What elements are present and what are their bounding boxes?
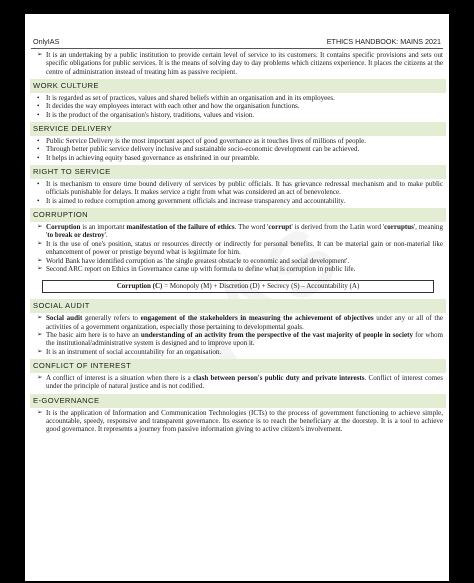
header-right: ETHICS HANDBOOK: MAINS 2021 (326, 37, 441, 46)
text-run: is an important (80, 223, 127, 232)
list-item: ➢ Second ARC report on Ethics in Governance came up with formula to define what is corruption in public life. (33, 265, 443, 273)
text-run: ' is derived from the Latin word ' (291, 223, 385, 232)
list-item: ➢ It is an undertaking by a public institution to provide certain level of service to its customers. It contains specific provisions and sets out specific obligations for public services. It is the means of solving day to day problems which citizens experience. It places the citizens at the centre of administration instead of treating him as passive recipient. (33, 51, 443, 76)
header-left: OnlyIAS (33, 37, 60, 46)
section-heading-right-to-service: RIGHT TO SERVICE (30, 165, 446, 179)
bold-text: corrupt (268, 223, 292, 232)
text-run: . Conflict of interest comes under the principle of natural justice and is not codified. (46, 373, 443, 391)
e-governance-list (33, 409, 443, 434)
text-run: The basic aim here is to have an (46, 330, 141, 339)
list-item (33, 314, 443, 331)
section-heading-social-audit: SOCIAL AUDIT (30, 299, 446, 313)
section-heading-conflict-of-interest: CONFLICT OF INTEREST (30, 359, 446, 373)
section-heading-service-delivery: SERVICE DELIVERY (30, 122, 446, 136)
section-heading-e-governance: E-GOVERNANCE (30, 394, 446, 408)
bold-text: engagement of the stakeholders in measuring the achievement of objectives (140, 314, 374, 323)
running-header (33, 37, 441, 46)
corruption-formula-box (42, 280, 434, 293)
list-item (33, 374, 443, 391)
list-item: ➢ It is the use of one's position, status or resources directly or indirectly for personal benefits. It can be material gain or non-material like enhancement of power or prestige beyond what is legitimate for him. (33, 240, 443, 257)
section-heading-work-culture: WORK CULTURE (30, 79, 446, 93)
list-item (33, 223, 443, 240)
list-item: • It decides the way employees interact with each other and how the organisation functions. (33, 102, 443, 110)
corruption-list (33, 223, 443, 273)
section-heading-corruption: CORRUPTION (30, 208, 446, 222)
bold-text: manifestation of the failure of ethics (126, 223, 235, 232)
bold-text: understanding of an activity from the perspective of the vast majority of people in society (140, 330, 414, 339)
bold-text: to break or destroy (47, 231, 105, 240)
text-run: ', meaning ' (46, 223, 443, 240)
right-to-service-list (33, 180, 443, 205)
text-run: . The word ' (234, 223, 269, 232)
work-culture-list (33, 94, 443, 119)
list-item: ➢ World Bank have identified corruption as 'the single greatest obstacle to economic and social development'. (33, 257, 443, 265)
formula-bold: Corruption (C) (116, 282, 163, 291)
list-item (33, 331, 443, 348)
header-rule (31, 48, 443, 49)
conflict-of-interest-list (33, 374, 443, 391)
formula-text: = Monopoly (M) + Discretion (D) + Secrecy (S) – Accountability (A) (162, 282, 360, 291)
handbook-page (25, 14, 449, 581)
bold-text: Social audit (46, 314, 83, 323)
bold-text: Corruption (46, 223, 81, 232)
bold-text: corruptus (384, 223, 414, 232)
list-item: • It is the product of the organisation's history, traditions, values and vision. (33, 111, 443, 119)
list-item: • It is aimed to reduce corruption among government officials and increase transparency and accountability. (33, 197, 443, 205)
text-run: for whom the institutional/administrative system is designed and to improve upon it. (46, 330, 444, 348)
list-item: • It is regarded as set of practices, values and shared beliefs within an organisation and in its employees. (33, 94, 443, 102)
text-run: under any or all of the activities of a government organization, especially those pertaining to developmental goals. (46, 314, 443, 331)
intro-list (33, 51, 443, 76)
list-item: • Public Service Delivery is the most important aspect of good governance as it touches lives of millions of people. (33, 137, 443, 145)
service-delivery-list (33, 137, 443, 162)
list-item: ➢ It is the application of Information and Communication Technologies (ICTs) to the process of government functioning to achieve simple, accountable, speedy, responsive and transparent governance. Its essence is to reach the beneficiary at the doorstep. It is a tool to achieve good governance. It represents a journey from passive information giving to active citizen's involvement. (33, 409, 443, 434)
list-item: • It is mechanism to ensure time bound delivery of services by public officials. It has grievance redressal mechanism and to make public officials punishable for delays. It makes service a right from what was considered an act of benevolence. (33, 180, 443, 197)
list-item: • It helps in achieving equity based governance as enshrined in our preamble. (33, 154, 443, 162)
text-run: A conflict of interest is a situation when there is a (46, 373, 193, 382)
list-item: ➢ It is an instrument of social accountability for an organisation. (33, 348, 443, 356)
list-item: • Through better public service delivery inclusive and sustainable socio-economic development can be achieved. (33, 145, 443, 153)
page-content (33, 51, 443, 434)
text-run: generally refers to (82, 314, 141, 323)
text-run: '. (104, 231, 108, 240)
bold-text: clash between person's public duty and private interests (192, 373, 365, 382)
social-audit-list (33, 314, 443, 356)
